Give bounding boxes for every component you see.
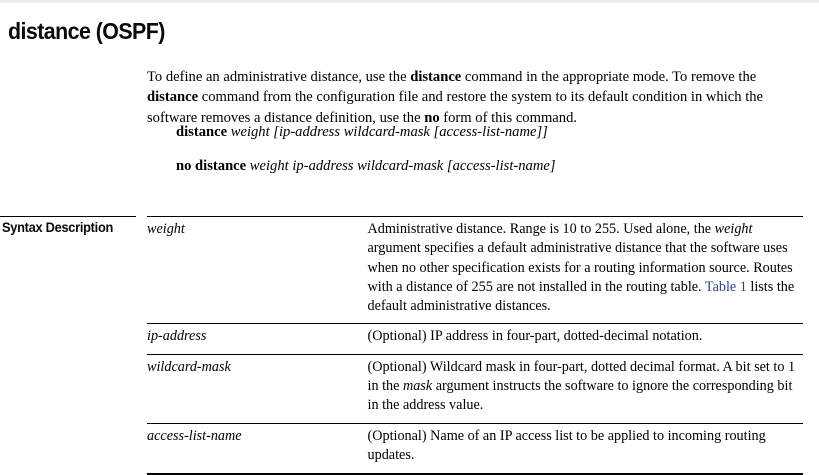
intro-segment-3: command from the configuration file and restore the system to its default condition in which the software removes a distance definition, use the [147, 89, 764, 126]
section-label-syntax-description: Syntax Description [2, 220, 114, 235]
intro-bold-no: no [424, 109, 440, 126]
table-cell-term: access-list-name [147, 423, 368, 474]
desc-text-part-3: lists the default administrative distances. [367, 278, 795, 315]
desc-text-part-2: argument specifies a default administrative distance that the software uses when no other specification exists for a routing information source. Routes with a distance of 255 are not installed in the routing table. [367, 240, 793, 295]
table-cell-term: ip-address [147, 324, 368, 354]
table-row [147, 423, 803, 474]
page-title: distance (OSPF) [8, 18, 165, 45]
syntax-args-distance: weight [ip-address wildcard-mask [access-list-name]] [227, 124, 548, 140]
syntax-line-distance [176, 122, 548, 142]
table-cell-description [368, 324, 804, 354]
table-row [147, 217, 803, 324]
table-cell-term: wildcard-mask [147, 354, 368, 423]
intro-segment-4: form of this command. [439, 109, 578, 126]
intro-bold-distance-2: distance [147, 89, 199, 106]
table-cell-description [368, 423, 804, 474]
table-cell-description [368, 217, 804, 324]
intro-bold-distance-1: distance [410, 68, 462, 85]
syntax-description-table [147, 216, 803, 475]
table-cell-term: weight [147, 217, 368, 324]
desc-text-part-1: (Optional) IP address in four-part, dotted-decimal notation. [367, 328, 703, 345]
syntax-command-no-distance: no distance [176, 158, 247, 174]
intro-segment-1: To define an administrative distance, use the [147, 68, 411, 85]
desc-italic-weight: weight [714, 221, 753, 237]
desc-text-part-1: (Optional) Wildcard mask in four-part, dotted decimal format. A bit set to 1 in the [367, 358, 796, 395]
intro-paragraph [147, 67, 805, 129]
desc-text-part-1: Administrative distance. Range is 10 to 255. Used alone, the [367, 221, 715, 237]
section-label-rule [0, 216, 136, 217]
desc-text-part-1: (Optional) Name of an IP access list to be applied to incoming routing updates. [367, 427, 766, 463]
desc-text-part-2: argument instructs the software to ignore the corresponding bit in the address value. [367, 378, 793, 414]
syntax-args-no-distance: weight ip-address wildcard-mask [access-list-name] [246, 158, 556, 174]
table-row [147, 354, 803, 423]
table-row [147, 324, 803, 354]
intro-segment-2: command in the appropriate mode. To remove the [461, 68, 757, 85]
syntax-command-distance: distance [176, 124, 228, 140]
page-top-band [0, 0, 819, 3]
table-1-link[interactable]: Table 1 [704, 278, 747, 295]
syntax-line-no-distance [176, 156, 556, 176]
table-cell-description [368, 354, 804, 423]
desc-italic-mask: mask [402, 378, 433, 395]
